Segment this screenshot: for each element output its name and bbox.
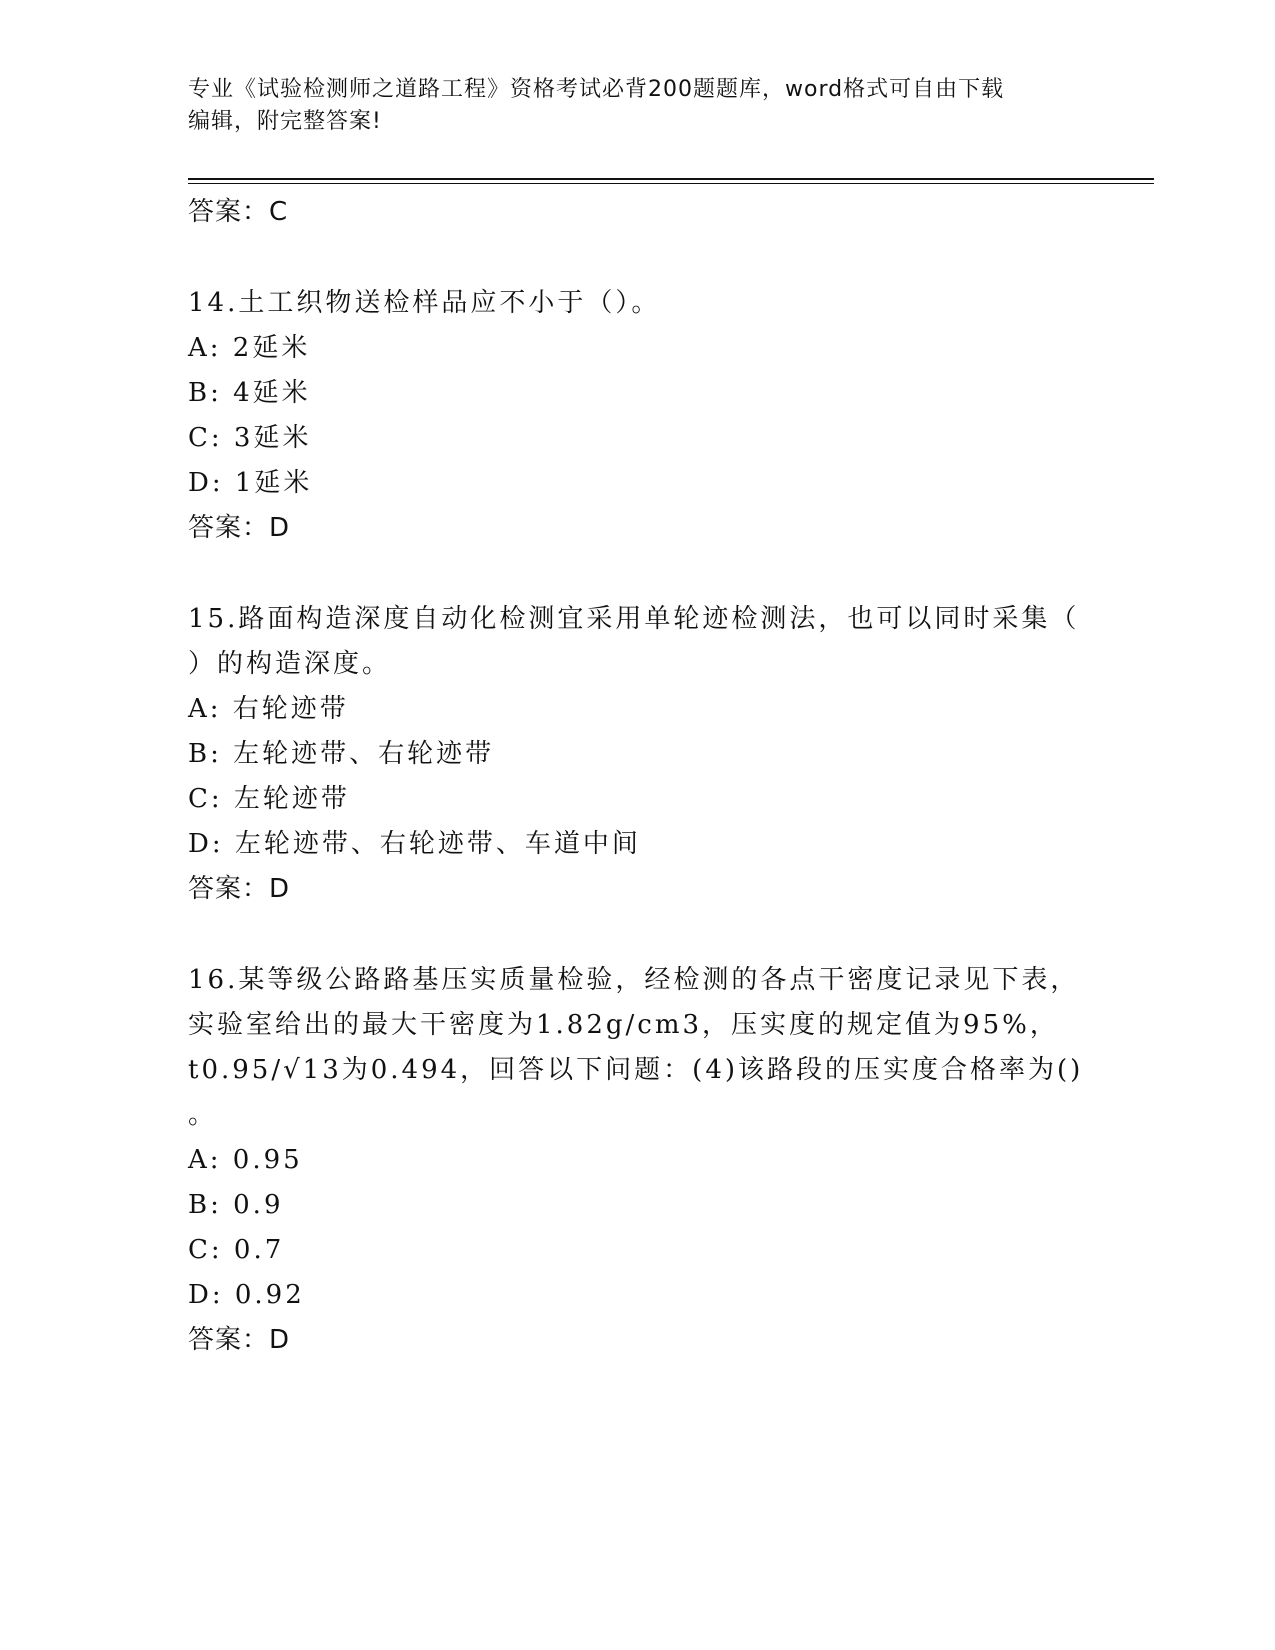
question-list	[188, 190, 1088, 1363]
option-d: D: 左轮迹带、右轮迹带、车道中间	[188, 829, 641, 859]
question-16	[188, 958, 1088, 1363]
answer: 答案：D	[188, 874, 291, 904]
option-b: B: 4延米	[188, 378, 311, 408]
answer: 答案：D	[188, 513, 291, 543]
option-a: A: 2延米	[188, 333, 311, 363]
option-d: D: 1延米	[188, 468, 313, 498]
document-header	[188, 74, 1088, 138]
option-c: C: 3延米	[188, 423, 312, 453]
option-a: A: 右轮迹带	[188, 694, 349, 724]
option-b: B: 0.9	[188, 1190, 284, 1220]
answer: 答案：D	[188, 1325, 291, 1355]
spacer	[188, 912, 1088, 958]
question-15	[188, 597, 1088, 912]
question-text-line: 实验室给出的最大干密度为1.82g/cm3，压实度的规定值为95%，	[188, 1010, 1059, 1040]
question-14	[188, 281, 1088, 551]
question-text-line: 。	[188, 1100, 218, 1130]
option-a: A: 0.95	[188, 1145, 303, 1175]
header-divider-thin	[188, 183, 1154, 184]
previous-answer: 答案：C	[188, 197, 289, 227]
question-text-line: 14.土工织物送检样品应不小于（）。	[188, 288, 661, 318]
question-text-line: 16.某等级公路路基压实质量检验，经检测的各点干密度记录见下表，	[188, 965, 1080, 995]
option-b: B: 左轮迹带、右轮迹带	[188, 739, 495, 769]
option-c: C: 左轮迹带	[188, 784, 350, 814]
question-text-line: ）的构造深度。	[188, 649, 392, 679]
header-divider-thick	[188, 178, 1154, 180]
header-line-2: 编辑，附完整答案!	[188, 109, 382, 134]
spacer	[188, 235, 1088, 281]
question-text-line: 15.路面构造深度自动化检测宜采用单轮迹检测法，也可以同时采集（	[188, 604, 1080, 634]
option-c: C: 0.7	[188, 1235, 285, 1265]
question-text-line: t0.95/√13为0.494，回答以下问题：(4)该路段的压实度合格率为()	[188, 1055, 1084, 1085]
spacer	[188, 551, 1088, 597]
header-line-1: 专业《试验检测师之道路工程》资格考试必背200题题库，word格式可自由下载	[188, 77, 1005, 102]
option-d: D: 0.92	[188, 1280, 305, 1310]
